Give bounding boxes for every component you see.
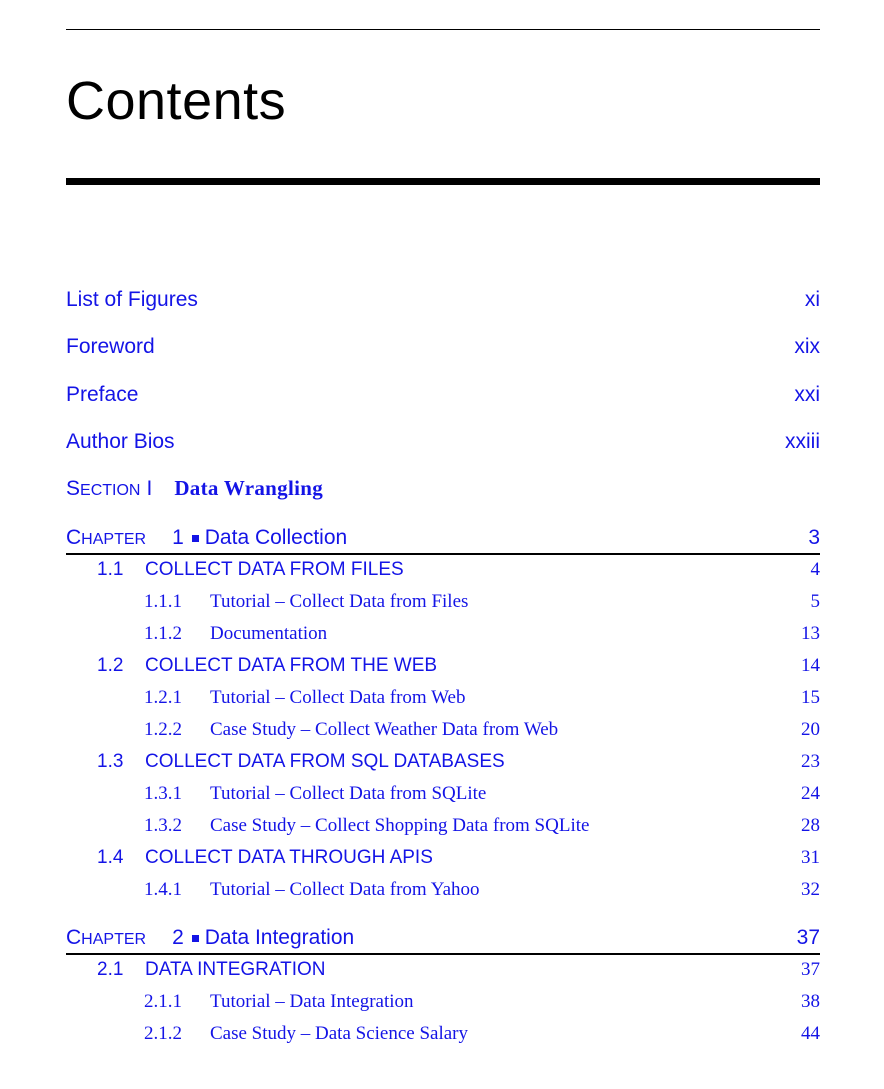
toc-entry-number: 2.1: [97, 959, 124, 980]
chapter-label: CHAPTER: [66, 926, 147, 949]
toc-entry-label: Author Bios: [66, 430, 175, 453]
section-label: SECTION: [66, 477, 141, 500]
toc-entry-number: 1.2: [97, 655, 124, 676]
toc-entry-number: 1.3.1: [144, 783, 182, 804]
toc-entry-1-1-1[interactable]: [66, 591, 820, 613]
toc-entry-label: Foreword: [66, 335, 155, 358]
toc-entry-foreword[interactable]: [66, 335, 820, 359]
toc-entry-1-3-2[interactable]: [66, 815, 820, 837]
toc-entry-2-1-2[interactable]: [66, 1023, 820, 1045]
toc-entry-page: 28: [801, 815, 820, 836]
toc-entry-number: 1.1.2: [144, 623, 182, 644]
chapter-number: 1: [172, 526, 184, 549]
toc-entry-label: Preface: [66, 383, 139, 406]
toc-entry-label: COLLECT DATA FROM FILES: [145, 559, 404, 580]
toc-entry-page: 20: [801, 719, 820, 740]
toc-entry-1-3-1[interactable]: [66, 783, 820, 805]
toc-entry-preface[interactable]: [66, 383, 820, 407]
toc-entry-1-1[interactable]: [66, 559, 820, 581]
page-title: Contents: [66, 71, 287, 131]
toc-entry-page: 23: [801, 751, 820, 772]
toc-entry-number: 2.1.2: [144, 1023, 182, 1044]
toc-entry-page: 5: [810, 591, 820, 612]
toc-entry-number: 1.2.1: [144, 687, 182, 708]
toc-entry-label: Case Study – Collect Shopping Data from SQLite: [210, 815, 590, 836]
toc-entry-label: COLLECT DATA FROM THE WEB: [145, 655, 438, 676]
toc-entry-list-of-figures[interactable]: [66, 288, 820, 312]
square-bullet-icon: [192, 935, 199, 942]
toc-entry-number: 1.4: [97, 847, 124, 868]
toc-entry-label: Tutorial – Collect Data from Web: [210, 687, 466, 708]
toc-entry-1-2-2[interactable]: [66, 719, 820, 741]
section-title: Data Wrangling: [174, 476, 324, 500]
square-bullet-icon: [192, 535, 199, 542]
toc-entry-1-1-2[interactable]: [66, 623, 820, 645]
toc-entry-label: Tutorial – Collect Data from Yahoo: [210, 879, 480, 900]
chapter-title: Data Integration: [204, 926, 355, 949]
toc-entry-2-1-1[interactable]: [66, 991, 820, 1013]
toc-entry-page: 24: [801, 783, 820, 804]
toc-entry-page: xi: [804, 288, 820, 311]
toc-entry-author-bios[interactable]: [66, 430, 820, 454]
toc-entry-number: 1.2.2: [144, 719, 182, 740]
toc-entry-number: 1.3.2: [144, 815, 182, 836]
chapter-page: 3: [808, 526, 820, 549]
chapter-rule: [66, 553, 820, 555]
toc-entry-page: 32: [801, 879, 820, 900]
toc-entry-label: Case Study – Data Science Salary: [210, 1023, 469, 1044]
chapter-number: 2: [172, 926, 184, 949]
chapter-page: 37: [796, 926, 820, 949]
toc-entry-label: Case Study – Collect Weather Data from Web: [210, 719, 559, 740]
toc-entry-1-4[interactable]: [66, 847, 820, 869]
toc-entry-page: 15: [801, 687, 820, 708]
toc-section-heading[interactable]: [66, 476, 820, 501]
toc-entry-1-2[interactable]: [66, 655, 820, 677]
title-rule: [66, 178, 820, 185]
toc-entry-number: 1.1.1: [144, 591, 182, 612]
toc-entry-page: 31: [801, 847, 820, 868]
toc-entry-label: Tutorial – Collect Data from SQLite: [210, 783, 487, 804]
toc-entry-page: 14: [801, 655, 820, 676]
toc-entry-number: 1.1: [97, 559, 124, 580]
toc-entry-label: DATA INTEGRATION: [145, 959, 326, 980]
toc-entry-page: 44: [801, 1023, 820, 1044]
toc-entry-label: List of Figures: [66, 288, 198, 311]
toc-entry-label: Tutorial – Data Integration: [210, 991, 414, 1012]
toc-entry-1-4-1[interactable]: [66, 879, 820, 901]
toc-entry-page: xix: [794, 335, 820, 358]
chapter-label: CHAPTER: [66, 526, 147, 549]
toc-entry-page: 13: [801, 623, 820, 644]
chapter-rule: [66, 953, 820, 955]
toc-entry-label: COLLECT DATA FROM SQL DATABASES: [145, 751, 505, 772]
toc-entry-page: xxi: [794, 383, 820, 406]
toc-entry-number: 2.1.1: [144, 991, 182, 1012]
toc-entry-2-1[interactable]: [66, 959, 820, 981]
toc-entry-1-3[interactable]: [66, 751, 820, 773]
toc-entry-1-2-1[interactable]: [66, 687, 820, 709]
chapter-title: Data Collection: [204, 526, 348, 549]
toc-entry-number: 1.3: [97, 751, 124, 772]
toc-chapter-2[interactable]: [66, 926, 820, 950]
toc-entry-page: 37: [801, 959, 820, 980]
toc-entry-page: 4: [810, 559, 820, 580]
toc-entry-label: Documentation: [210, 623, 328, 644]
toc-entry-page: xxiii: [785, 430, 820, 453]
toc-entry-number: 1.4.1: [144, 879, 182, 900]
toc-entry-label: COLLECT DATA THROUGH APIS: [145, 847, 433, 868]
section-number: I: [146, 477, 153, 500]
header-rule: [66, 29, 820, 30]
toc-chapter-1[interactable]: [66, 526, 820, 550]
toc-entry-page: 38: [801, 991, 820, 1012]
toc-entry-label: Tutorial – Collect Data from Files: [210, 591, 469, 612]
